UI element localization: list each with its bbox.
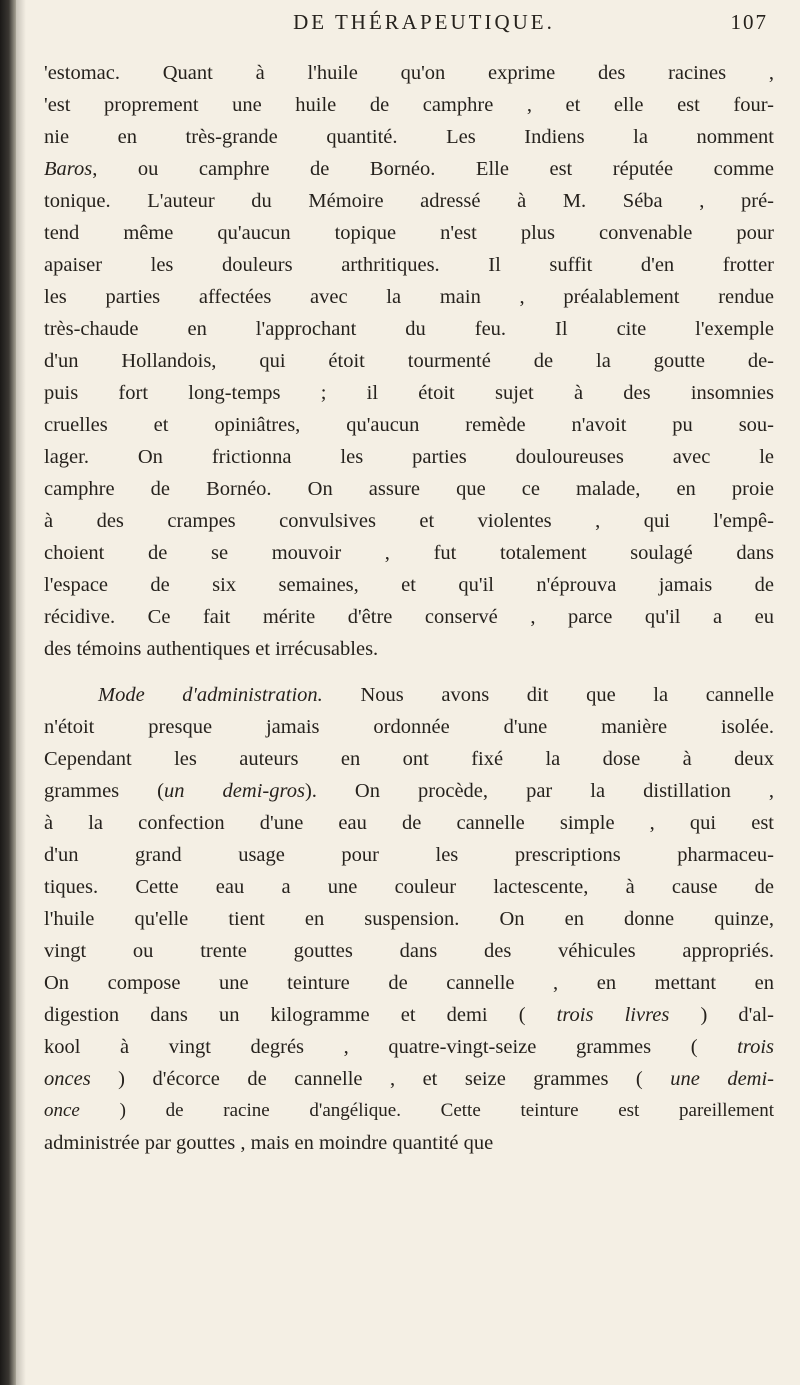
page-header — [80, 10, 768, 50]
text-line — [44, 903, 774, 935]
text-segment: choient de se mouvoir , fut totalement soulagé dans — [44, 542, 774, 564]
text-line — [44, 633, 774, 665]
text-segment: très-chaude en l'approchant du feu. Il cite l'exemple — [44, 318, 774, 340]
text-line — [44, 121, 774, 153]
text-segment: On compose une teinture de cannelle , en mettant en — [44, 972, 774, 994]
text-segment: cruelles et opiniâtres, qu'aucun remède n'avoit pu sou- — [44, 414, 774, 436]
gutter-shadow — [16, 0, 26, 1385]
text-segment: kool à vingt degrés , quatre-vingt-seize grammes ( — [44, 1036, 738, 1058]
text-segment: lager. On frictionna les parties douloureuses avec le — [44, 446, 774, 468]
text-line — [44, 711, 774, 743]
text-segment: grammes ( — [44, 780, 165, 802]
text-line — [44, 249, 774, 281]
text-line — [44, 967, 774, 999]
italic-segment: once — [44, 1100, 80, 1121]
page-number: 107 — [730, 10, 768, 34]
text-line — [44, 217, 774, 249]
text-line — [44, 377, 774, 409]
italic-segment: Mode d'administration. — [98, 684, 323, 706]
text-segment: tonique. L'auteur du Mémoire adressé à M. Séba , pré- — [44, 190, 774, 212]
text-segment: ) d'écorce de cannelle , et seize grammes ( — [90, 1068, 671, 1090]
text-segment: digestion dans un kilogramme et demi ( — [44, 1004, 557, 1026]
text-line — [44, 775, 774, 807]
text-line — [44, 935, 774, 967]
text-line — [44, 409, 774, 441]
text-line — [44, 839, 774, 871]
text-line — [44, 1095, 774, 1127]
text-line — [44, 537, 774, 569]
text-segment: ) de racine d'angélique. Cette teinture est pareillement — [79, 1100, 774, 1121]
text-segment: vingt ou trente gouttes dans des véhicules appropriés. — [44, 940, 774, 962]
italic-segment: trois — [737, 1036, 774, 1058]
text-line — [44, 153, 774, 185]
italic-segment: trois livres — [556, 1004, 670, 1026]
text-segment: tiques. Cette eau a une couleur lactescente, à cause de — [44, 876, 774, 898]
text-segment: ) d'al- — [669, 1004, 774, 1026]
text-line — [44, 185, 774, 217]
text-line — [44, 1127, 774, 1159]
text-line — [44, 281, 774, 313]
text-line — [44, 1031, 774, 1063]
text-segment: des témoins authentiques et irrécusables. — [44, 638, 379, 660]
paragraph-spacer — [44, 665, 774, 679]
text-line — [44, 601, 774, 633]
text-segment: l'huile qu'elle tient en suspension. On en donne quinze, — [44, 908, 774, 930]
text-line — [44, 57, 774, 89]
text-line — [44, 743, 774, 775]
italic-segment: une demi- — [670, 1068, 774, 1090]
text-segment: d'un grand usage pour les prescriptions pharmaceu- — [44, 844, 774, 866]
text-segment: 'estomac. Quant à l'huile qu'on exprime des racines , — [44, 62, 774, 84]
text-segment: , ou camphre de Bornéo. Elle est réputée comme — [92, 158, 774, 180]
text-segment: ). On procède, par la distillation , — [304, 780, 774, 802]
book-gutter — [0, 0, 16, 1385]
italic-segment: un demi-gros — [164, 780, 305, 802]
italic-segment: Baros — [44, 158, 93, 180]
text-segment: administrée par gouttes , mais en moindre quantité que — [44, 1132, 494, 1154]
text-line — [44, 441, 774, 473]
text-segment: l'espace de six semaines, et qu'il n'éprouva jamais de — [44, 574, 774, 596]
text-line — [44, 871, 774, 903]
text-segment: les parties affectées avec la main , préalablement rendue — [44, 286, 774, 308]
text-line — [44, 807, 774, 839]
text-line — [44, 345, 774, 377]
text-segment: puis fort long-temps ; il étoit sujet à des insomnies — [44, 382, 774, 404]
text-line — [44, 313, 774, 345]
italic-segment: onces — [44, 1068, 91, 1090]
text-segment: tend même qu'aucun topique n'est plus convenable pour — [44, 222, 774, 244]
text-line — [44, 1063, 774, 1095]
text-segment: Nous avons dit que la cannelle — [322, 684, 774, 706]
text-segment: Cependant les auteurs en ont fixé la dose à deux — [44, 748, 774, 770]
text-line — [44, 473, 774, 505]
running-title: DE THÉRAPEUTIQUE. — [293, 10, 555, 34]
text-line — [44, 569, 774, 601]
text-segment: apaiser les douleurs arthritiques. Il suffit d'en frotter — [44, 254, 774, 276]
text-segment: n'étoit presque jamais ordonnée d'une manière isolée. — [44, 716, 774, 738]
text-segment: récidive. Ce fait mérite d'être conservé , parce qu'il a eu — [44, 606, 774, 628]
text-line — [44, 89, 774, 121]
text-segment: 'est proprement une huile de camphre , et elle est four- — [44, 94, 774, 116]
text-segment: à la confection d'une eau de cannelle simple , qui est — [44, 812, 774, 834]
text-segment: d'un Hollandois, qui étoit tourmenté de la goutte de- — [44, 350, 774, 372]
text-segment: camphre de Bornéo. On assure que ce malade, en proie — [44, 478, 774, 500]
text-line — [44, 679, 774, 711]
text-segment: nie en très-grande quantité. Les Indiens la nomment — [44, 126, 774, 148]
text-line — [44, 999, 774, 1031]
body-text — [44, 57, 774, 1159]
text-segment: à des crampes convulsives et violentes , qui l'empê- — [44, 510, 774, 532]
text-line — [44, 505, 774, 537]
